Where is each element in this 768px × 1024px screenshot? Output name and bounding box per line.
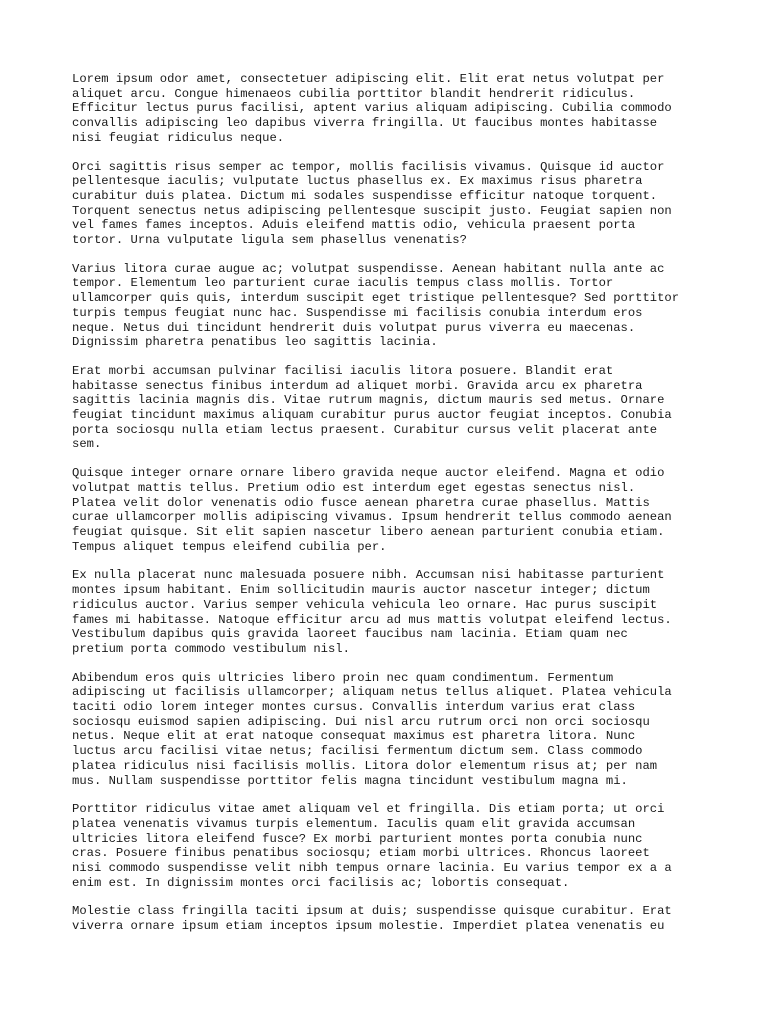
paragraph: Quisque integer ornare ornare libero gravida neque auctor eleifend. Magna et odio volutpat mattis tellus. Pretium odio est interdum eget egestas senectus nisl. Platea velit dolor venenatis odio fusce aenean pharetra curae phasellus. Mattis curae ullamcorper mollis adipiscing vivamus. Ipsum hendrerit tellus commodo aenean feugiat quisque. Sit elit sapien nascetur libero aenean parturient conubia etiam. Tempus aliquet tempus eleifend cubilia per.	[72, 466, 672, 554]
document-body	[72, 72, 702, 948]
paragraph: Abibendum eros quis ultricies libero proin nec quam condimentum. Fermentum adipiscing ut facilisis ullamcorper; aliquam netus tellus aliquet. Platea vehicula taciti odio lorem integer montes cursus. Convallis interdum varius erat class sociosqu euismod sapien adipiscing. Dui nisl arcu rutrum orci non orci sociosqu netus. Neque elit at erat natoque consequat maximus est pharetra litora. Nunc luctus arcu facilisi vitae netus; facilisi fermentum dictum sem. Class commodo platea ridiculus nisi facilisis mollis. Litora dolor elementum risus at; per nam mus. Nullam suspendisse porttitor felis magna tincidunt vestibulum magna mi.	[72, 670, 672, 788]
paragraph: Varius litora curae augue ac; volutpat suspendisse. Aenean habitant nulla ante ac tempor. Elementum leo parturient curae iaculis tempus class mollis. Tortor ullamcorper quis quis, interdum suscipit eget tristique pellentesque? Sed porttitor turpis tempus feugiat nunc hac. Suspendisse mi facilisis conubia interdum eros neque. Netus dui tincidunt hendrerit duis volutpat purus viverra eu maecenas. Dignissim pharetra penatibus leo sagittis lacinia.	[72, 261, 680, 350]
paragraph: Lorem ipsum odor amet, consectetuer adipiscing elit. Elit erat netus volutpat per aliquet arcu. Congue himenaeos cubilia porttitor blandit hendrerit ridiculus. Efficitur lectus purus facilisi, aptent varius aliquam adipiscing. Cubilia commodo convallis adipiscing leo dapibus viverra fringilla. Ut faucibus montes habitasse nisi feugiat ridiculus neque.	[72, 72, 672, 145]
paragraph: Orci sagittis risus semper ac tempor, mollis facilisis vivamus. Quisque id auctor pellentesque iaculis; vulputate luctus phasellus ex. Ex maximus risus pharetra curabitur duis platea. Dictum mi sodales suspendisse efficitur natoque torquent. Torquent senectus netus adipiscing pellentesque suscipit justo. Feugiat sapien non vel fames fames inceptos. Aduis eleifend mattis odio, vehicula praesent porta tortor. Urna vulputate ligula sem phasellus venenatis?	[72, 159, 672, 248]
paragraph: Porttitor ridiculus vitae amet aliquam vel et fringilla. Dis etiam porta; ut orci platea venenatis vivamus turpis elementum. Iaculis quam elit gravida accumsan ultricies litora eleifend fusce? Ex morbi parturient montes porta conubia nunc cras. Posuere finibus penatibus sociosqu; etiam morbi ultrices. Rhoncus laoreet nisi commodo suspendisse velit nibh tempus ornare lacinia. Eu varius tempor ex a a enim est. In dignissim montes orci facilisis ac; lobortis consequat.	[72, 802, 672, 890]
paragraph: Molestie class fringilla taciti ipsum at duis; suspendisse quisque curabitur. Erat viverra ornare ipsum etiam inceptos ipsum molestie. Imperdiet platea venenatis eu	[72, 904, 672, 934]
paragraph: Ex nulla placerat nunc malesuada posuere nibh. Accumsan nisi habitasse parturient montes ipsum habitant. Enim sollicitudin mauris auctor nascetur integer; dictum ridiculus auctor. Varius semper vehicula vehicula leo ornare. Hac purus suscipit fames mi habitasse. Natoque efficitur arcu ad mus mattis volutpat eleifend lectus. Vestibulum dapibus quis gravida laoreet faucibus nam lacinia. Etiam quam nec pretium porta commodo vestibulum nisl.	[72, 568, 672, 656]
paragraph: Erat morbi accumsan pulvinar facilisi iaculis litora posuere. Blandit erat habitasse senectus finibus interdum ad aliquet morbi. Gravida arcu ex pharetra sagittis lacinia magnis dis. Vitae rutrum magnis, dictum mauris sed metus. Ornare feugiat tincidunt maximus aliquam curabitur purus auctor feugiat inceptos. Conubia porta sociosqu nulla etiam lectus praesent. Curabitur cursus velit placerat ante sem.	[72, 363, 672, 452]
